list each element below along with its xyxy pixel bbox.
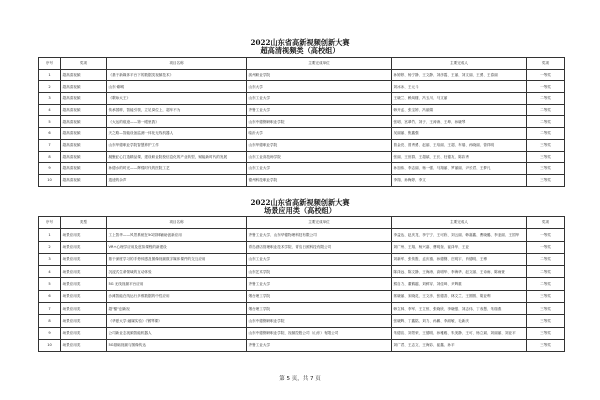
table-cell: 场景应用类 — [61, 253, 107, 265]
table-cell: 5G基础视频与图像传达 — [107, 339, 247, 351]
column-header: 主要完成人 — [392, 217, 527, 229]
table-cell: 烟台理工学院 — [247, 303, 392, 315]
table-cell: 超高清视频 — [61, 69, 107, 81]
table-cell: 公司新业态视频智能机器人 — [107, 327, 247, 339]
table-cell: 场景应用类 — [61, 327, 107, 339]
table-cell: 刘新军、张传胜、孟庆禧、孙德钢、庄明宇、肖德明、王博 — [392, 253, 527, 265]
table-row — [39, 104, 565, 116]
section2-table — [38, 216, 565, 352]
table-cell: 吴丽丽、焦鑫强 — [392, 128, 527, 140]
table-row — [39, 253, 565, 265]
table-cell: 遗迹的余声 — [107, 174, 247, 186]
table-cell: 超高清视频 — [61, 81, 107, 93]
table-cell: 齐鲁工业大学 — [247, 104, 392, 116]
table-cell: 山东中德钢研职业学院、视频控股公司（山东）有限公司 — [247, 327, 392, 339]
table-cell: 8 — [39, 315, 61, 327]
table-cell: 天之路—智能设备监测一体化无线机器人 — [107, 128, 247, 140]
table-cell: 超高清视频 — [61, 128, 107, 140]
table-cell: 二等奖 — [527, 266, 565, 278]
column-header: 项目名称 — [107, 217, 247, 229]
table-row — [39, 278, 565, 290]
table-cell: 4 — [39, 104, 61, 116]
table-cell: 曾金亮、曾秀勇、赵丽、王培丽、王超、车瑞、孙晓丽、曾祥明 — [392, 139, 527, 151]
table-cell: 青岛酒店管理职业技术学院、青岛日照科技有限公司 — [247, 241, 392, 253]
table-row — [39, 163, 565, 175]
table-cell: 烟台理工学院 — [247, 290, 392, 302]
table-body — [39, 229, 565, 352]
table-cell: 超高清视频 — [61, 104, 107, 116]
table-cell: 9 — [39, 163, 61, 175]
table-cell: 二等奖 — [527, 116, 565, 128]
table-cell: 凝聚匠心打造精品课，建设职业院校信息化的产业转型，赋能新时代的发展 — [107, 151, 247, 163]
table-cell: 超高清视频 — [61, 174, 107, 186]
table-cell: 5 — [39, 116, 61, 128]
table-row — [39, 81, 565, 93]
table-cell: 10 — [39, 339, 61, 351]
table-header-row — [39, 217, 565, 229]
table-cell: 6 — [39, 128, 61, 140]
table-cell: 刘广君、王志文、王海彩、崔鑫、孙平 — [392, 339, 527, 351]
section1-title: 2022山东省高新视频创新大赛 — [250, 38, 350, 47]
table-cell: 5G 无线视频平台应用 — [107, 278, 247, 290]
table-cell: 7 — [39, 139, 61, 151]
table-cell: 韩立林、李军、王立恒、张晓欣、李晓强、刘志伟、丁寿慧、朱瑞燕 — [392, 303, 527, 315]
table-cell: 山东中德钢研职业学院 — [247, 315, 392, 327]
table-cell: 齐鲁工业大学、山东华德物理科技有限公司 — [247, 229, 392, 241]
table-cell: VR+心理学应用及虚拟课程的新建设 — [107, 241, 247, 253]
table-cell: 一等奖 — [527, 229, 565, 241]
table-row — [39, 93, 565, 105]
table-cell: 《华夏大学·融媒实验》《钢琴课》 — [107, 315, 247, 327]
table-cell: 沉浸式生命领域的互动体验 — [107, 266, 247, 278]
table-cell: 场景应用类 — [61, 339, 107, 351]
table-cell: 2 — [39, 81, 61, 93]
table-cell: 张晓辉、丁鑫铭、刘力、孙鹏、李淑敏、毛新庆 — [392, 315, 527, 327]
table-cell: 场景应用类 — [61, 290, 107, 302]
table-cell: 二等奖 — [527, 278, 565, 290]
section1-subtitle: 超高清视频类（高校组） — [260, 46, 340, 55]
table-cell: 王晓兰、赖凤楼、冯玉川、马文丽 — [392, 93, 527, 105]
table-row — [39, 327, 565, 339]
table-cell: 一等奖 — [527, 241, 565, 253]
table-cell: 朱德宣、刘景荣、王德明、孙雅雅、朱美静、王可、杨立斌、刘丽丽、刘亚平 — [392, 327, 527, 339]
table-cell: 陈泽远、陈文静、王海涛、高明华、李海华、赵文丽、王诗雨、陈雨萱 — [392, 266, 527, 278]
table-cell: 三等奖 — [527, 339, 565, 351]
table-header-row — [39, 58, 565, 70]
table-cell: 《基于新媒体平台下的数据类视频技术》 — [107, 69, 247, 81]
table-cell: 超高清视频 — [61, 139, 107, 151]
column-header: 奖项 — [61, 58, 107, 70]
table-row — [39, 266, 565, 278]
table-row — [39, 290, 565, 302]
table-cell: 场景应用类 — [61, 266, 107, 278]
table-cell: 孙婷婷、杨宁静、王文静、刘彦霞、王丽、刘文丽、王勇、王春丽 — [392, 69, 527, 81]
table-row — [39, 151, 565, 163]
table-row — [39, 241, 565, 253]
table-cell: 传承国粹，智能引领，立足岗位上，超车不为 — [107, 104, 247, 116]
table-cell: 沙滩智能在线运行多维数据的中性应用 — [107, 290, 247, 302]
table-cell: 孙德水的时光——辉煌时代的医院工艺 — [107, 163, 247, 175]
column-header: 主要完成单位 — [247, 58, 392, 70]
table-cell: 山东艺术学院 — [247, 266, 392, 278]
table-row — [39, 69, 565, 81]
table-cell: 场景应用类 — [61, 241, 107, 253]
table-cell: 场景应用类 — [61, 229, 107, 241]
table-cell: 1 — [39, 69, 61, 81]
table-cell: 山东工业大学 — [247, 163, 392, 175]
table-cell: 刘冰冰、王元斗 — [392, 81, 527, 93]
column-header: 项目名称 — [107, 58, 247, 70]
table-row — [39, 303, 565, 315]
table-cell: 山东华德职业学院智慧养护工作 — [107, 139, 247, 151]
table-cell: 工上智华——风景系统在5G园林辅助创新应用 — [107, 229, 247, 241]
column-header: 主要完成单位 — [247, 217, 392, 229]
table-cell: 山东工业大学 — [247, 253, 392, 265]
table-cell: 李翔、孙梅婷、李文 — [392, 174, 527, 186]
table-cell: 超"酷"创新视 — [107, 303, 247, 315]
table-cell: 山东大学 — [247, 81, 392, 93]
table-cell: 三等奖 — [527, 327, 565, 339]
table-cell: 二等奖 — [527, 104, 565, 116]
table-cell: 齐鲁工业大学 — [247, 339, 392, 351]
table-cell: 三等奖 — [527, 303, 565, 315]
section1-table — [38, 57, 565, 187]
table-cell: 李益达、赵庆龙、李宁宁、王可欣、刘云丽、韩嘉鑫、曹晓璐、李亚丽、王国华 — [392, 229, 527, 241]
table-cell: 二等奖 — [527, 93, 565, 105]
table-row — [39, 315, 565, 327]
table-row — [39, 128, 565, 140]
table-cell: 基于深度学习的手势体感及图像视频数字媒体课件的交互应用 — [107, 253, 247, 265]
table-cell: 1 — [39, 229, 61, 241]
table-cell: 3 — [39, 93, 61, 105]
table-cell: 山东华德职业学院 — [247, 139, 392, 151]
table-cell: 场景应用类 — [61, 278, 107, 290]
table-cell: 二等奖 — [527, 253, 565, 265]
table-cell: 8 — [39, 151, 61, 163]
table-cell: 齐鲁工业大学 — [247, 278, 392, 290]
table-cell: 山东中德钢研职业学院 — [247, 116, 392, 128]
table-cell: 滨州职业学院 — [247, 69, 392, 81]
table-cell: 超高清视频 — [61, 116, 107, 128]
page-footer: 第 5 页，共 7 页 — [279, 376, 321, 382]
table-cell: 一等奖 — [527, 69, 565, 81]
table-cell: 三等奖 — [527, 290, 565, 302]
column-header: 类型 — [61, 217, 107, 229]
column-header: 奖项 — [527, 58, 565, 70]
table-cell: 韩开孟、张宝婷、冯丽娟 — [392, 104, 527, 116]
table-cell: 张丽、王世群、王超斌、王长、杜德友、陈彩秀 — [392, 151, 527, 163]
column-header: 序号 — [39, 58, 61, 70]
table-cell: 2 — [39, 241, 61, 253]
section2-title: 2022山东省高新视频创新大赛 — [250, 198, 350, 207]
table-cell: 熊自力、董鹤越、刘鲜穿、刘佳琦、尹辉重 — [392, 278, 527, 290]
table-row — [39, 229, 565, 241]
table-cell: 刘广州、王翔、杨兴嘉、曹明奎、崔泽华、王亚 — [392, 241, 527, 253]
table-cell: 超高清视频 — [61, 151, 107, 163]
table-cell: 二等奖 — [527, 128, 565, 140]
table-cell: 郭晓丽、宋晓花、王文彦、张德香、林文兰、王圆圆、胡亚利 — [392, 290, 527, 302]
column-header: 主要完成人 — [392, 58, 527, 70]
table-cell: 张明、宫翠竹、刘子、王涛涛、王坤、孙晓琴 — [392, 116, 527, 128]
table-cell: 山东·聊城 — [107, 81, 247, 93]
column-header: 奖项 — [527, 217, 565, 229]
table-row — [39, 339, 565, 351]
table-cell: 《大运的痕迹——第一眼里我》 — [107, 116, 247, 128]
table-cell: 7 — [39, 303, 61, 315]
table-row — [39, 139, 565, 151]
table-cell: 4 — [39, 266, 61, 278]
table-cell: 场景应用类 — [61, 303, 107, 315]
table-cell: 10 — [39, 174, 61, 186]
table-body — [39, 69, 565, 186]
table-cell: 三等奖 — [527, 151, 565, 163]
table-cell: 6 — [39, 290, 61, 302]
table-cell: 9 — [39, 327, 61, 339]
table-cell: 5 — [39, 278, 61, 290]
table-cell: 一等奖 — [527, 81, 565, 93]
table-cell: 山东工业大学 — [247, 93, 392, 105]
table-cell: 《歌咏大王》 — [107, 93, 247, 105]
table-cell: 临沂大学 — [247, 128, 392, 140]
table-cell: 超高清视频 — [61, 163, 107, 175]
table-cell: 三等奖 — [527, 139, 565, 151]
table-cell: 孙加伟、李志丽、杨一强、马翔丽、罗丽丽、尹长君、王梦凡 — [392, 163, 527, 175]
section2-subtitle: 场景应用类（高校组） — [264, 206, 336, 215]
table-cell: 三等奖 — [527, 174, 565, 186]
table-cell: 德州科技职业学院 — [247, 174, 392, 186]
table-cell: 3 — [39, 253, 61, 265]
column-header: 序号 — [39, 217, 61, 229]
table-row — [39, 174, 565, 186]
table-row — [39, 116, 565, 128]
table-cell: 超高清视频 — [61, 93, 107, 105]
table-cell: 三等奖 — [527, 315, 565, 327]
table-cell: 三等奖 — [527, 163, 565, 175]
table-cell: 山东工业高技师学院 — [247, 151, 392, 163]
table-cell: 场景应用类 — [61, 315, 107, 327]
